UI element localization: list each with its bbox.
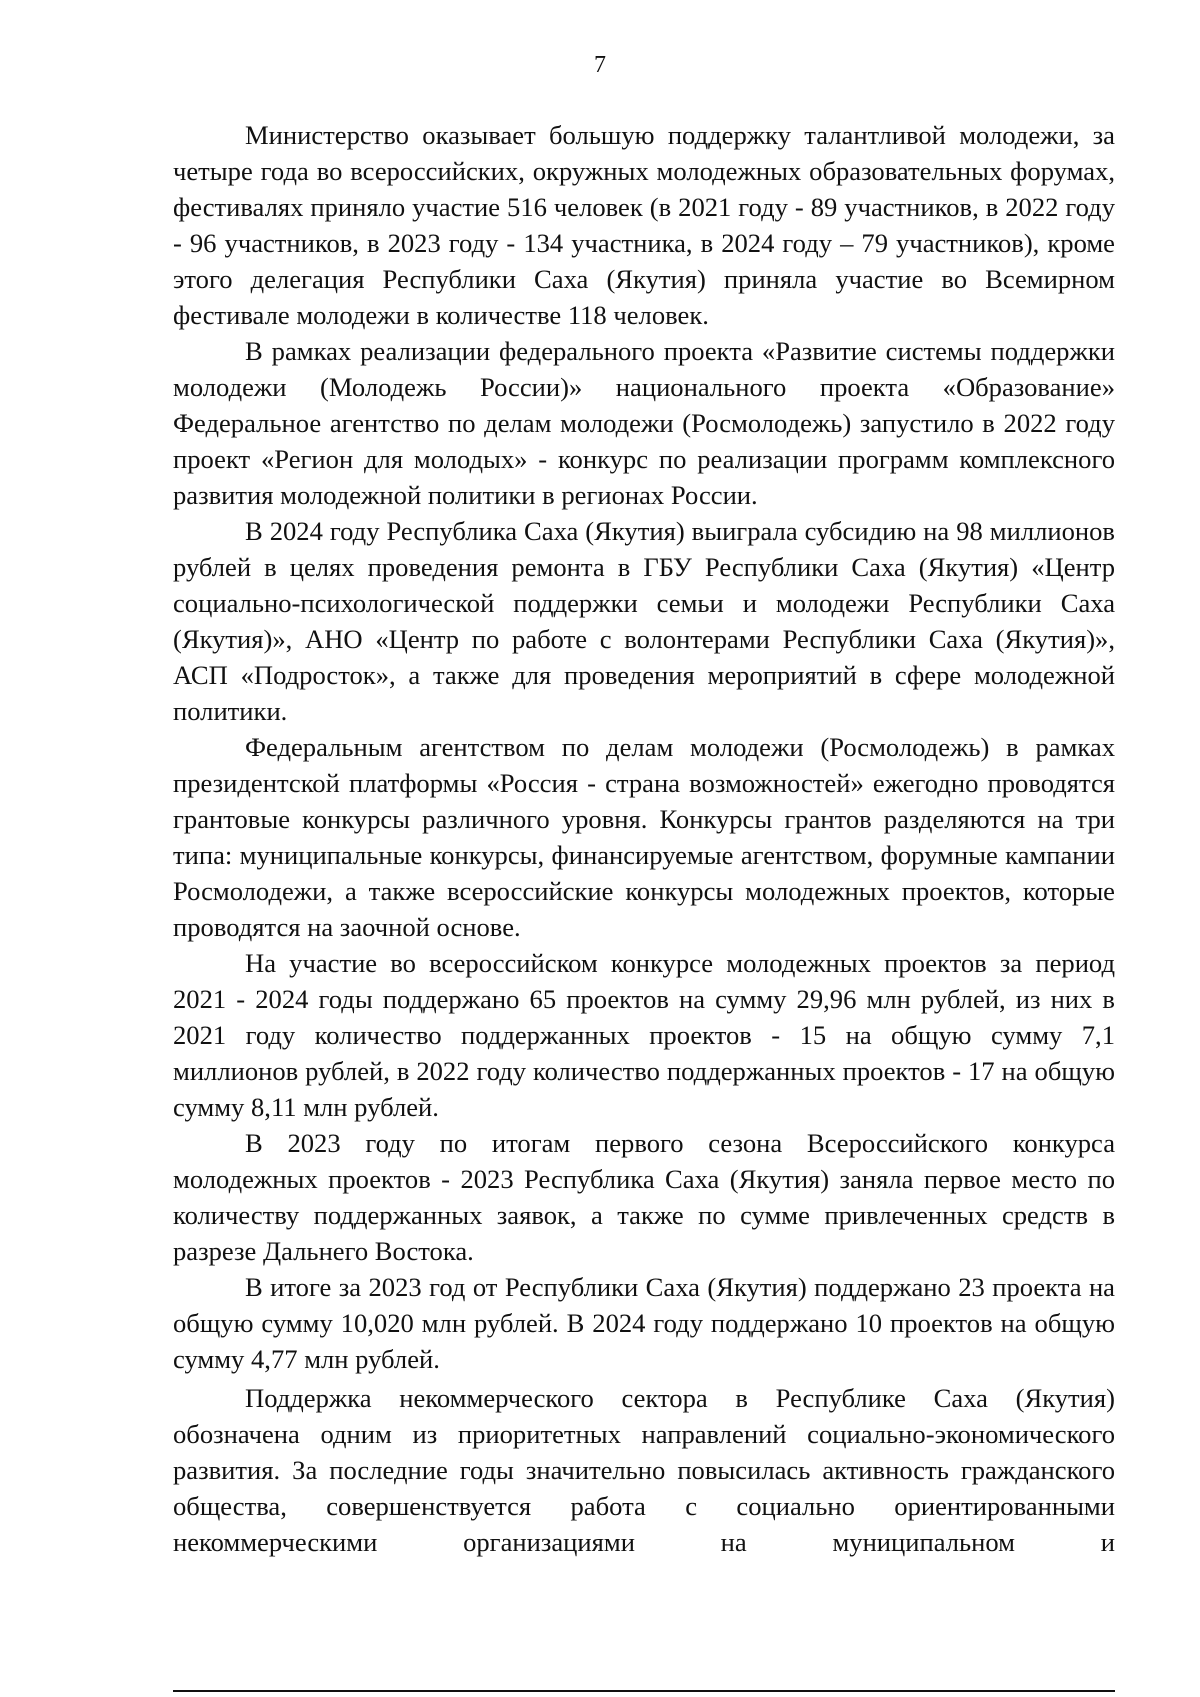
paragraph-subsidy-2024: В 2024 году Республика Саха (Якутия) выиграла субсидию на 98 миллионов рублей в целях проведения ремонта в ГБУ Республики Саха (Якутия) «Центр социально-психологической поддержки семьи и молодежи Республики Саха (Якутия)», АНО «Центр по работе с волонтерами Республики Саха (Якутия)», АСП «Подросток», а также для проведения мероприятий в сфере молодежной политики. (173, 516, 1115, 726)
document-body (173, 117, 1115, 1560)
paragraph-supported-projects: На участие во всероссийском конкурсе молодежных проектов за период 2021 - 2024 годы поддержано 65 проектов на сумму 29,96 млн рублей, из них в 2021 году количество поддержанных проектов - 15 на общую сумму 7,1 миллионов рублей, в 2022 году количество поддержанных проектов - 17 на общую сумму 8,11 млн рублей. (173, 948, 1115, 1122)
paragraph-grant-contests: Федеральным агентством по делам молодежи (Росмолодежь) в рамках президентской платформы «Россия - страна возможностей» ежегодно проводятся грантовые конкурсы различного уровня. Конкурсы грантов разделяются на три типа: муниципальные конкурсы, финансируемые агентством, форумные кампании Росмолодежи, а также всероссийские конкурсы молодежных проектов, которые проводятся на заочной основе. (173, 732, 1115, 942)
paragraph-region-for-young: В рамках реализации федерального проекта «Развитие системы поддержки молодежи (Молодежь России)» национального проекта «Образование» Федеральное агентство по делам молодежи (Росмолодежь) запустило в 2022 году проект «Регион для молодых» - конкурс по реализации программ комплексного развития молодежной политики в регионах России. (173, 336, 1115, 510)
paragraph-youth-support: Министерство оказывает большую поддержку талантливой молодежи, за четыре года во всероссийских, окружных молодежных образовательных форумах, фестивалях приняло участие 516 человек (в 2021 году - 89 участников, в 2022 году - 96 участников, в 2023 году - 134 участника, в 2024 году – 79 участников), кроме этого делегация Республики Саха (Якутия) приняла участие во Всемирном фестивале молодежи в количестве 118 человек. (173, 120, 1115, 330)
page-number: 7 (594, 52, 606, 78)
paragraph-results-2023-2024: В итоге за 2023 год от Республики Саха (Якутия) поддержано 23 проекта на общую сумму 10,020 млн рублей. В 2024 году поддержано 10 проектов на общую сумму 4,77 млн рублей. (173, 1272, 1115, 1374)
paragraph-first-place-2023: В 2023 году по итогам первого сезона Всероссийского конкурса молодежных проектов - 2023 Республика Саха (Якутия) заняла первое место по количеству поддержанных заявок, а также по сумме привлеченных средств в разрезе Дальнего Востока. (173, 1128, 1115, 1266)
footer-rule (173, 1690, 1115, 1692)
paragraph-nonprofit-sector: Поддержка некоммерческого сектора в Республике Саха (Якутия) обозначена одним из приоритетных направлений социально-экономического развития. За последние годы значительно повысилась активность гражданского общества, совершенствуется работа с социально ориентированными некоммерческими организациями на муниципальном и (173, 1383, 1115, 1557)
